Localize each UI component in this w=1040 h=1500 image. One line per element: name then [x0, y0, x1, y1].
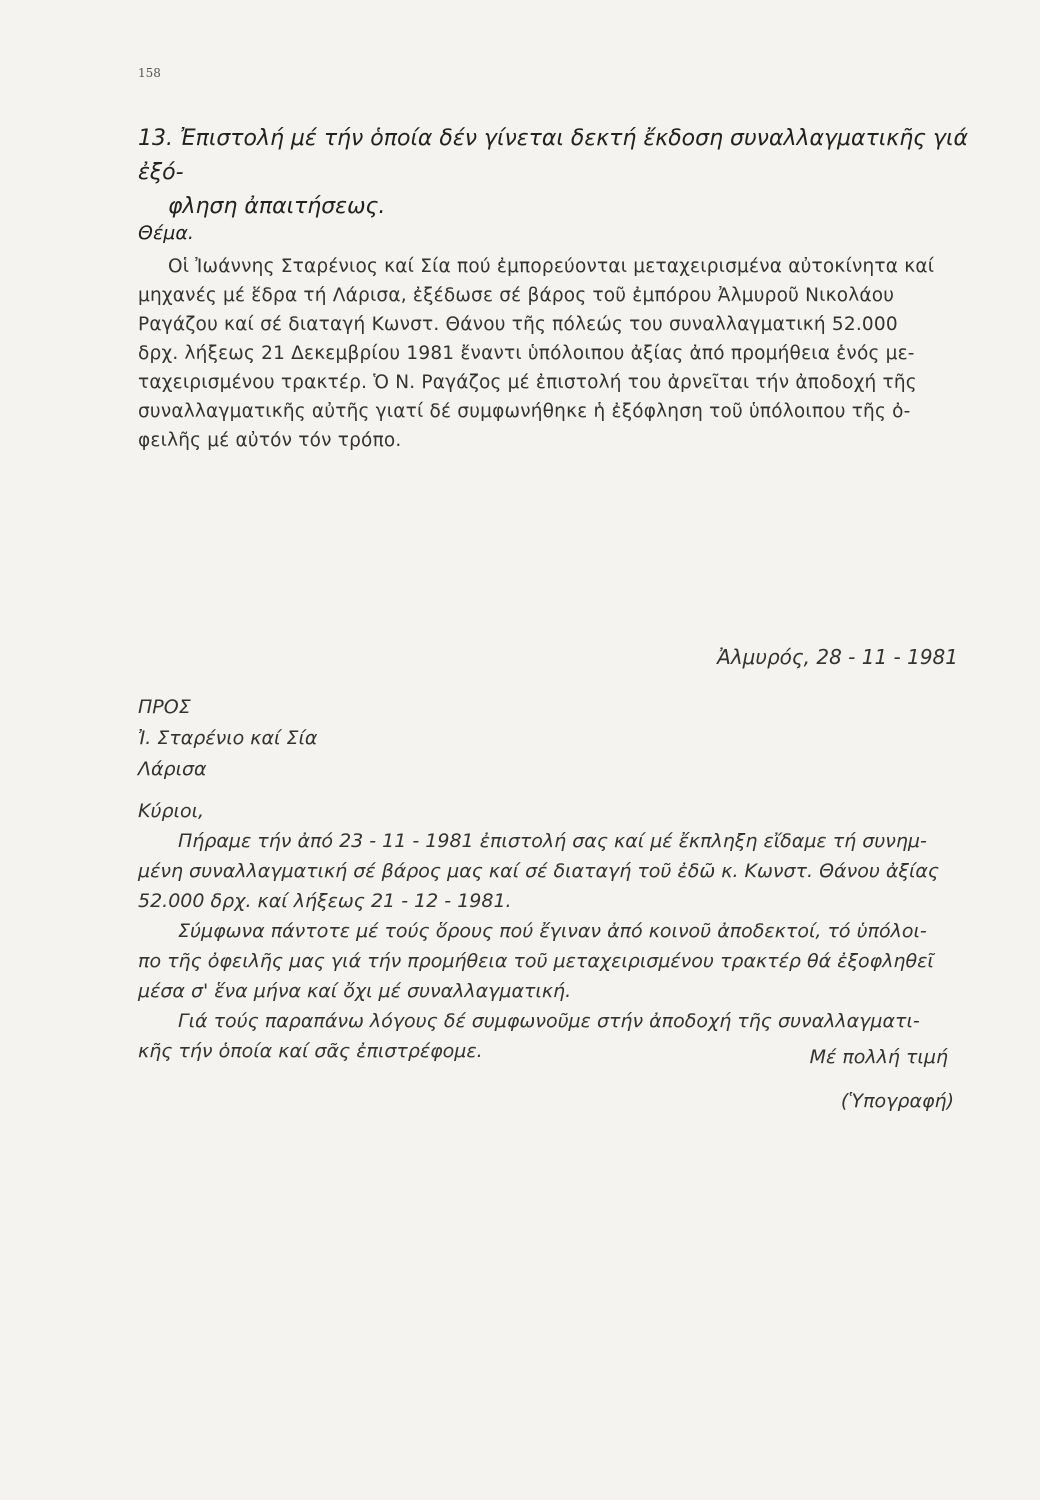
- recipient-block: [138, 692, 317, 785]
- letter-signature: (Ὑπογραφή): [840, 1090, 954, 1112]
- recipient-to: ΠΡΟΣ: [138, 696, 191, 718]
- subject-line: συναλλαγματικῆς αὐτῆς γιατί δέ συμφωνήθηκε ἡ ἐξόφληση τοῦ ὑπόλοιπου τῆς ὀ-: [138, 401, 911, 422]
- letter-line: Πήραμε τήν ἀπό 23 - 11 - 1981 ἐπιστολή σας καί μέ ἔκπληξη εἴδαμε τή συνημ-: [178, 830, 927, 852]
- section-heading: [138, 122, 998, 224]
- letter-line: Γιά τούς παραπάνω λόγους δέ συμφωνοῦμε στήν ἀποδοχή τῆς συναλλαγματι-: [178, 1010, 920, 1032]
- subject-line: δρχ. λήξεως 21 Δεκεμβρίου 1981 ἔναντι ὑπόλοιπου ἀξίας ἀπό προμήθεια ἑνός με-: [138, 343, 915, 364]
- letter-date: Ἀλμυρός, 28 - 11 - 1981: [717, 645, 958, 669]
- heading-line-2: φληση ἀπαιτήσεως.: [168, 194, 386, 219]
- letter-line: Σύμφωνα πάντοτε μέ τούς ὅρους πού ἔγιναν ἀπό κοινοῦ ἀποδεκτοί, τό ὑπόλοι-: [178, 920, 927, 942]
- letter-line: κῆς τήν ὁποία καί σᾶς ἐπιστρέφομε.: [138, 1040, 483, 1062]
- subject-line: φειλῆς μέ αὐτόν τόν τρόπο.: [138, 430, 402, 451]
- subject-line: ταχειρισμένου τρακτέρ. Ὁ Ν. Ραγάζος μέ ἐπιστολή του ἀρνεῖται τήν ἀποδοχή τῆς: [138, 372, 917, 393]
- heading-line-1: Ἐπιστολή μέ τήν ὁποία δέν γίνεται δεκτή ἔκδοση συναλλαγματικῆς γιά ἐξό-: [138, 126, 969, 185]
- subject-text: [138, 252, 998, 455]
- letter-salutation: Κύριοι,: [138, 800, 205, 822]
- letter-closing: Μέ πολλή τιμή: [809, 1046, 948, 1068]
- subject-line: μηχανές μέ ἕδρα τή Λάρισα, ἐξέδωσε σέ βάρος τοῦ ἐμπόρου Ἀλμυροῦ Νικολάου: [138, 285, 895, 306]
- letter-line: μέσα σ' ἕνα μήνα καί ὄχι μέ συναλλαγματική.: [138, 980, 572, 1002]
- subject-line: Οἱ Ἰωάννης Σταρένιος καί Σία πού ἐμπορεύονται μεταχειρισμένα αὐτοκίνητα καί: [168, 256, 935, 277]
- heading-number: 13.: [138, 126, 173, 151]
- letter-line: μένη συναλλαγματική σέ βάρος μας καί σέ διαταγή τοῦ ἐδῶ κ. Κωνστ. Θάνου ἀξίας: [138, 860, 940, 882]
- recipient-city: Λάρισα: [138, 758, 207, 780]
- recipient-name: Ἰ. Σταρένιο καί Σία: [138, 727, 318, 749]
- letter-line: πο τῆς ὀφειλῆς μας γιά τήν προμήθεια τοῦ μεταχειρισμένου τρακτέρ θά ἐξοφληθεῖ: [138, 950, 934, 972]
- page-number: 158: [138, 66, 161, 80]
- subject-line: Ραγάζου καί σέ διαταγή Κωνστ. Θάνου τῆς πόλεώς του συναλλαγματική 52.000: [138, 314, 898, 335]
- subject-label: Θέμα.: [138, 222, 194, 244]
- letter-line: 52.000 δρχ. καί λήξεως 21 - 12 - 1981.: [138, 890, 512, 912]
- letter-body: [138, 796, 1008, 1066]
